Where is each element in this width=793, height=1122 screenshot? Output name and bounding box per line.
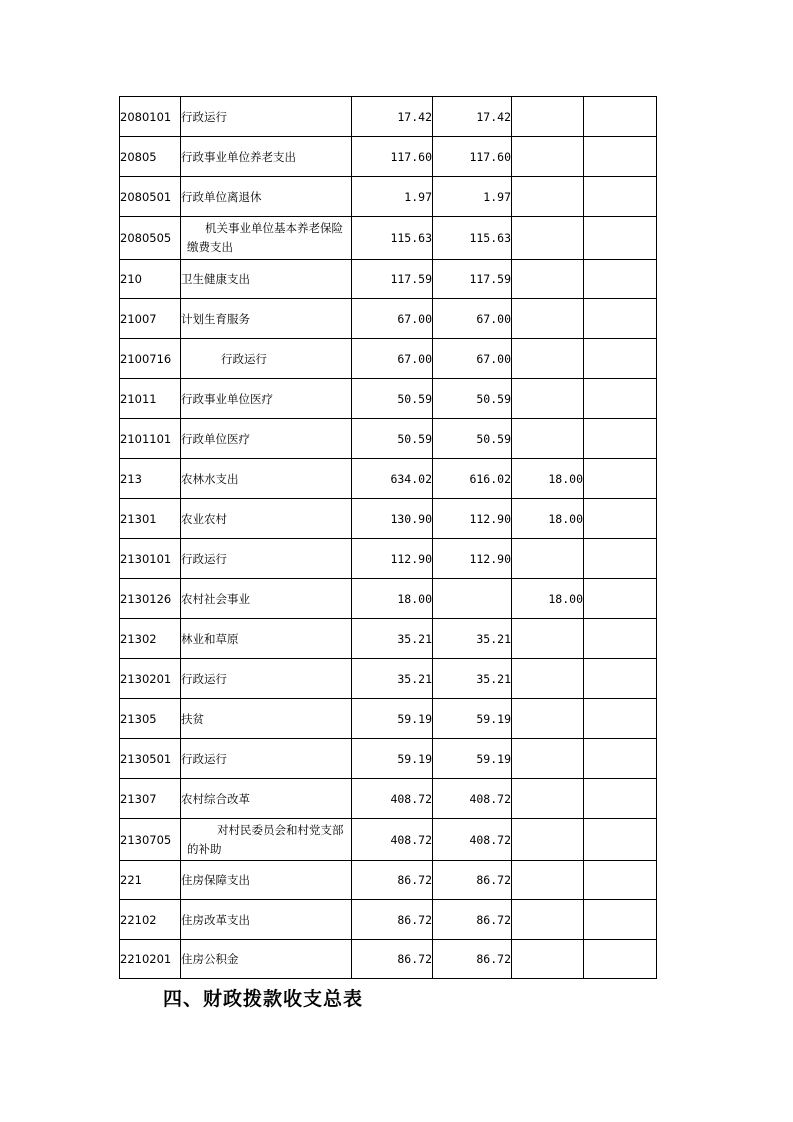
- table-row: [120, 699, 657, 739]
- subject-code: 2130126: [120, 579, 181, 619]
- project-amount: [512, 177, 584, 217]
- total-amount: 112.90: [352, 539, 433, 579]
- basic-amount: 616.02: [433, 459, 512, 499]
- project-amount: [512, 339, 584, 379]
- project-amount: 18.00: [512, 459, 584, 499]
- subject-code: 221: [120, 861, 181, 900]
- project-amount: [512, 299, 584, 339]
- basic-amount: 86.72: [433, 900, 512, 940]
- other-amount: [584, 97, 657, 137]
- other-amount: [584, 699, 657, 739]
- project-amount: [512, 659, 584, 699]
- table-row: [120, 499, 657, 539]
- expenditure-table: [119, 96, 657, 979]
- other-amount: [584, 819, 657, 861]
- basic-amount: 67.00: [433, 339, 512, 379]
- project-amount: [512, 379, 584, 419]
- other-amount: [584, 539, 657, 579]
- subject-name: 农业农村: [181, 499, 352, 539]
- other-amount: [584, 379, 657, 419]
- subject-code: 2100716: [120, 339, 181, 379]
- other-amount: [584, 419, 657, 459]
- basic-amount: 50.59: [433, 419, 512, 459]
- subject-name: 农村综合改革: [181, 779, 352, 819]
- subject-code: 20805: [120, 137, 181, 177]
- total-amount: 35.21: [352, 659, 433, 699]
- project-amount: [512, 619, 584, 659]
- project-amount: [512, 539, 584, 579]
- basic-amount: 408.72: [433, 779, 512, 819]
- subject-code: 2080505: [120, 217, 181, 260]
- subject-code: 2130705: [120, 819, 181, 861]
- project-amount: [512, 900, 584, 940]
- project-amount: [512, 779, 584, 819]
- subject-name: 行政事业单位养老支出: [181, 137, 352, 177]
- subject-name: 行政运行: [181, 339, 352, 379]
- table-row: [120, 539, 657, 579]
- table-row: [120, 217, 657, 260]
- table-row: [120, 379, 657, 419]
- project-amount: [512, 419, 584, 459]
- project-amount: [512, 137, 584, 177]
- table-row: [120, 260, 657, 299]
- basic-amount: 35.21: [433, 619, 512, 659]
- basic-amount: 67.00: [433, 299, 512, 339]
- other-amount: [584, 940, 657, 979]
- table-row: [120, 419, 657, 459]
- table-row: [120, 659, 657, 699]
- section-heading: 四、财政拨款收支总表: [163, 988, 364, 1010]
- other-amount: [584, 217, 657, 260]
- subject-code: 21302: [120, 619, 181, 659]
- table-row: [120, 137, 657, 177]
- total-amount: 408.72: [352, 819, 433, 861]
- other-amount: [584, 339, 657, 379]
- subject-code: 21007: [120, 299, 181, 339]
- total-amount: 59.19: [352, 739, 433, 779]
- table-row: [120, 739, 657, 779]
- subject-name: 行政运行: [181, 739, 352, 779]
- table-row: [120, 900, 657, 940]
- subject-name: 行政运行: [181, 97, 352, 137]
- project-amount: 18.00: [512, 499, 584, 539]
- subject-code: 2080101: [120, 97, 181, 137]
- total-amount: 67.00: [352, 299, 433, 339]
- subject-code: 2130201: [120, 659, 181, 699]
- other-amount: [584, 299, 657, 339]
- other-amount: [584, 579, 657, 619]
- other-amount: [584, 861, 657, 900]
- basic-amount: 117.60: [433, 137, 512, 177]
- total-amount: 634.02: [352, 459, 433, 499]
- total-amount: 59.19: [352, 699, 433, 739]
- other-amount: [584, 499, 657, 539]
- project-amount: [512, 940, 584, 979]
- project-amount: [512, 819, 584, 861]
- project-amount: [512, 699, 584, 739]
- subject-name: 计划生育服务: [181, 299, 352, 339]
- table-row: [120, 861, 657, 900]
- subject-name: 行政运行: [181, 539, 352, 579]
- total-amount: 1.97: [352, 177, 433, 217]
- project-amount: 18.00: [512, 579, 584, 619]
- table-row: [120, 97, 657, 137]
- subject-name: 住房公积金: [181, 940, 352, 979]
- table-row: [120, 940, 657, 979]
- other-amount: [584, 779, 657, 819]
- subject-code: 22102: [120, 900, 181, 940]
- table-row: [120, 819, 657, 861]
- basic-amount: 86.72: [433, 940, 512, 979]
- other-amount: [584, 260, 657, 299]
- total-amount: 408.72: [352, 779, 433, 819]
- total-amount: 86.72: [352, 900, 433, 940]
- other-amount: [584, 137, 657, 177]
- project-amount: [512, 861, 584, 900]
- basic-amount: 112.90: [433, 539, 512, 579]
- subject-code: 2080501: [120, 177, 181, 217]
- subject-name: 住房保障支出: [181, 861, 352, 900]
- basic-amount: 50.59: [433, 379, 512, 419]
- basic-amount: 115.63: [433, 217, 512, 260]
- subject-name: 农林水支出: [181, 459, 352, 499]
- table-row: [120, 459, 657, 499]
- other-amount: [584, 659, 657, 699]
- project-amount: [512, 739, 584, 779]
- basic-amount: 17.42: [433, 97, 512, 137]
- total-amount: 117.60: [352, 137, 433, 177]
- other-amount: [584, 619, 657, 659]
- other-amount: [584, 177, 657, 217]
- subject-name: 住房改革支出: [181, 900, 352, 940]
- other-amount: [584, 739, 657, 779]
- subject-code: 2210201: [120, 940, 181, 979]
- subject-code: 21305: [120, 699, 181, 739]
- basic-amount: 59.19: [433, 699, 512, 739]
- subject-name: 林业和草原: [181, 619, 352, 659]
- other-amount: [584, 900, 657, 940]
- total-amount: 86.72: [352, 940, 433, 979]
- basic-amount: 408.72: [433, 819, 512, 861]
- total-amount: 35.21: [352, 619, 433, 659]
- basic-amount: 117.59: [433, 260, 512, 299]
- project-amount: [512, 260, 584, 299]
- subject-code: 21011: [120, 379, 181, 419]
- table-row: [120, 299, 657, 339]
- subject-code: 2130501: [120, 739, 181, 779]
- project-amount: [512, 217, 584, 260]
- subject-code: 21307: [120, 779, 181, 819]
- table-row: [120, 619, 657, 659]
- table-row: [120, 779, 657, 819]
- total-amount: 115.63: [352, 217, 433, 260]
- table-row: [120, 177, 657, 217]
- total-amount: 50.59: [352, 419, 433, 459]
- other-amount: [584, 459, 657, 499]
- subject-name: 机关事业单位基本养老保险缴费支出: [181, 217, 352, 260]
- subject-code: 2130101: [120, 539, 181, 579]
- subject-code: 2101101: [120, 419, 181, 459]
- table-row: [120, 579, 657, 619]
- basic-amount: 86.72: [433, 861, 512, 900]
- project-amount: [512, 97, 584, 137]
- total-amount: 67.00: [352, 339, 433, 379]
- total-amount: 17.42: [352, 97, 433, 137]
- subject-name: 行政事业单位医疗: [181, 379, 352, 419]
- total-amount: 117.59: [352, 260, 433, 299]
- subject-name: 行政运行: [181, 659, 352, 699]
- basic-amount: [433, 579, 512, 619]
- subject-name: 对村民委员会和村党支部的补助: [181, 819, 352, 861]
- subject-name: 农村社会事业: [181, 579, 352, 619]
- subject-code: 21301: [120, 499, 181, 539]
- subject-name: 行政单位离退休: [181, 177, 352, 217]
- basic-amount: 59.19: [433, 739, 512, 779]
- subject-code: 210: [120, 260, 181, 299]
- total-amount: 130.90: [352, 499, 433, 539]
- basic-amount: 1.97: [433, 177, 512, 217]
- basic-amount: 35.21: [433, 659, 512, 699]
- total-amount: 18.00: [352, 579, 433, 619]
- table-row: [120, 339, 657, 379]
- subject-code: 213: [120, 459, 181, 499]
- total-amount: 50.59: [352, 379, 433, 419]
- subject-name: 卫生健康支出: [181, 260, 352, 299]
- basic-amount: 112.90: [433, 499, 512, 539]
- subject-name: 扶贫: [181, 699, 352, 739]
- subject-name: 行政单位医疗: [181, 419, 352, 459]
- total-amount: 86.72: [352, 861, 433, 900]
